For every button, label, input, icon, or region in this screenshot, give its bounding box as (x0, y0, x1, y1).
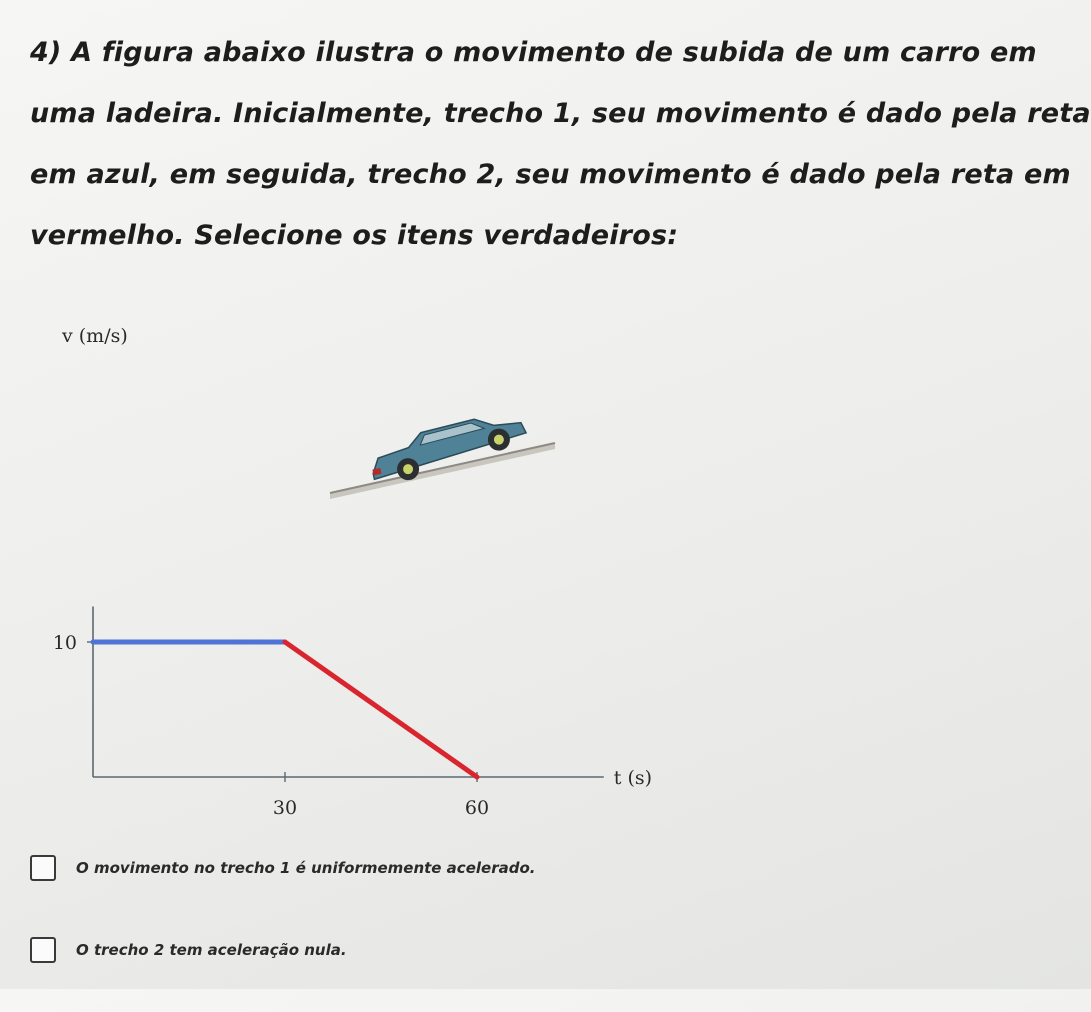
x-tick-label: 30 (272, 797, 298, 819)
chart-labels (53, 325, 652, 819)
x-tick-label: 60 (464, 797, 490, 819)
option-2-checkbox[interactable] (30, 937, 56, 963)
y-tick-label: 10 (52, 632, 77, 654)
option-1-label: O movimento no trecho 1 é uniformemente acelerado. (76, 859, 536, 877)
question-line: em azul, em seguida, trecho 2, seu movimento é dado pela reta em (30, 159, 1071, 190)
y-axis-label: v (m/s) (62, 325, 128, 347)
option-2-label: O trecho 2 tem aceleração nula. (76, 941, 347, 959)
question-line: 4) A figura abaixo ilustra o movimento de subida de um carro em (30, 37, 1037, 68)
series-line-2 (285, 642, 477, 777)
car-on-slope-illustration (330, 409, 555, 499)
question-line: vermelho. Selecione os itens verdadeiros: (30, 220, 679, 251)
velocity-time-chart (0, 300, 969, 840)
question-text (30, 22, 1091, 266)
chart-axes (87, 607, 604, 783)
chart-svg (0, 300, 969, 840)
question-line: uma ladeira. Inicialmente, trecho 1, seu movimento é dado pela reta (30, 98, 1091, 129)
chart-series (93, 642, 477, 777)
option-2[interactable] (30, 930, 930, 970)
options-list (30, 848, 930, 1012)
option-1-checkbox[interactable] (30, 855, 56, 881)
car-icon (367, 409, 531, 487)
x-axis-label: t (s) (613, 767, 653, 789)
option-1[interactable] (30, 848, 930, 888)
